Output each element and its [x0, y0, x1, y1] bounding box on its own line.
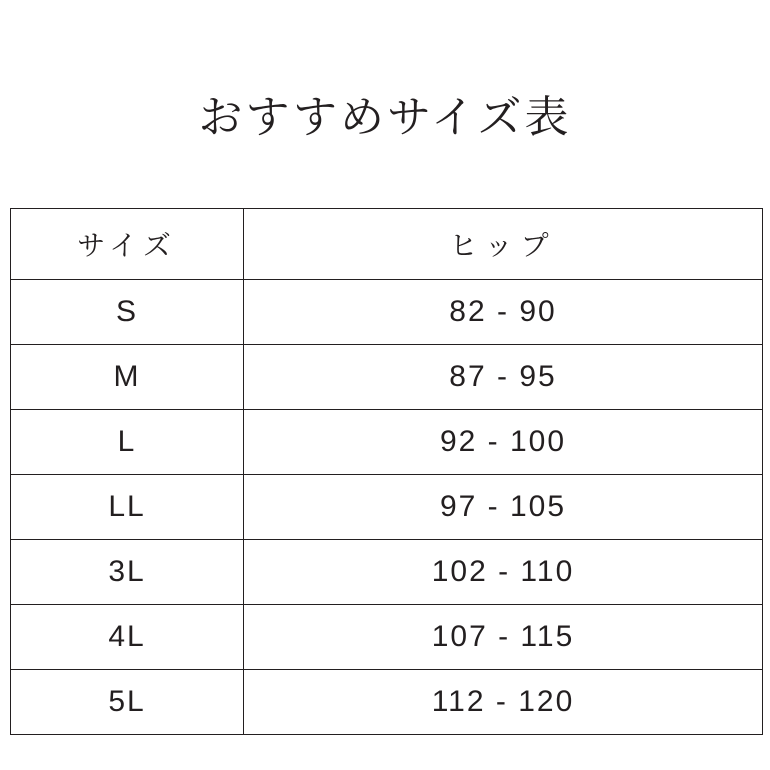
column-header-size: サイズ: [11, 209, 244, 280]
cell-hip: 107 - 115: [244, 605, 763, 670]
cell-size: L: [11, 410, 244, 475]
table-row: [11, 670, 763, 735]
table-row: [11, 540, 763, 605]
column-header-hip: ヒップ: [244, 209, 763, 280]
cell-size: S: [11, 280, 244, 345]
cell-hip: 112 - 120: [244, 670, 763, 735]
cell-size: 4L: [11, 605, 244, 670]
cell-size: M: [11, 345, 244, 410]
table-row: [11, 345, 763, 410]
table-row: [11, 605, 763, 670]
table-header-row: [11, 209, 763, 280]
cell-hip: 102 - 110: [244, 540, 763, 605]
page-title: おすすめサイズ表: [198, 93, 572, 142]
table-row: [11, 475, 763, 540]
cell-hip: 97 - 105: [244, 475, 763, 540]
cell-size: 3L: [11, 540, 244, 605]
cell-hip: 87 - 95: [244, 345, 763, 410]
cell-size: LL: [11, 475, 244, 540]
cell-size: 5L: [11, 670, 244, 735]
cell-hip: 82 - 90: [244, 280, 763, 345]
size-chart-table: [10, 208, 763, 735]
table-row: [11, 410, 763, 475]
cell-hip: 92 - 100: [244, 410, 763, 475]
table-row: [11, 280, 763, 345]
